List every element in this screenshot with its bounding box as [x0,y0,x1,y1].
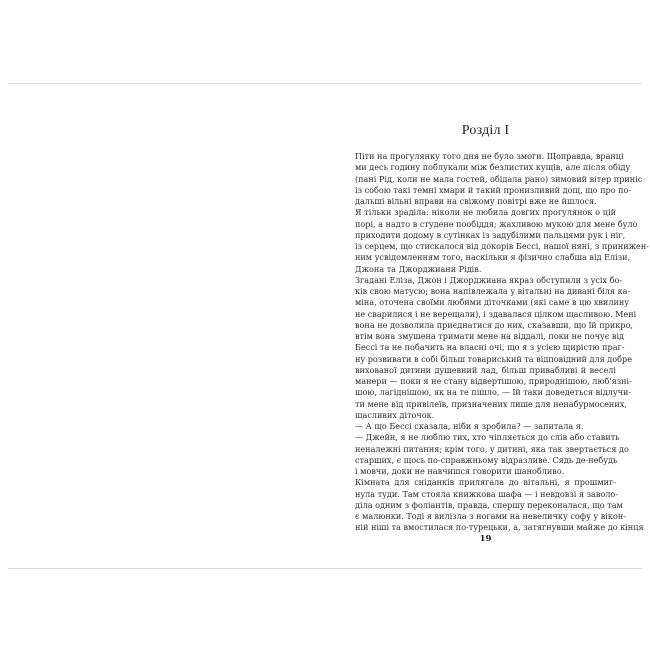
text-line: вона не дозволила приєднатися до них, сказавши, що їй прикро, [355,319,633,330]
text-line: і мовчи, доки не навчишся говорити шанобливо. [355,466,565,476]
text-line: із собою такі темні хмари й такий пронизливий дощ, що про по- [355,184,632,195]
text-line: ну розвивати в собі більш товариський та відповідний для добре [355,353,632,364]
text-line: порі, а надто в студене пообіддя; жахливою мукою для мене було [355,218,638,229]
text-line: старших, є щось по-справжньому відразливе. Сядь де-небудь [355,454,618,465]
page-number: 19 [479,534,492,544]
text-line: дальші вільні вправи на свіжому повітрі вже не йшлося. [355,196,597,206]
text-line: — Джейн, я не люблю тих, хто чіпляється до слів або ставить [355,432,620,443]
chapter-body [355,151,649,534]
text-line: ним усвідомленням того, наскільки я фізично слабша від Елізи, [355,252,631,263]
text-line: є малюнки. Тоді я вилізла з ногами на невеличку софу у вікон- [355,511,626,521]
text-line: вихованої дитини душевний лад, більш привабливі й веселі [355,364,616,375]
text-line: ти мене від привілеїв, призначених лише для ненабурмосених, [355,398,627,409]
text-line: Кімната для сніданків прилягала до вітальні, я прошмиг- [355,477,616,488]
text-line: Піти на прогулянку того дня не було змоги. Щоправда, вранці [355,151,624,161]
chapter-title: Розділ І [461,123,510,138]
text-line: шою, лагіднішою, як на те пішло, — їй таки доведеться відлучи- [355,387,632,398]
text-line: діла одним з фоліантів, правда, спершу переконалася, що там [355,499,623,510]
text-line: приходити додому в сутінках із задубілими пальцями рук і ніг, [355,229,626,240]
text-line: Згадані Еліза, Джон і Джорджиана якраз обступили з усіх бо- [355,274,623,285]
text-line: не сварилися і не верещали), і здавалася цілком щасливою. Мені [355,308,637,319]
text-line: манери — поки я не стану відвертішою, природнішою, люб'язні- [355,376,632,386]
right-page [355,120,649,560]
text-line: із серцем, що стискалося від докорів Бессі, нашої няні, з принижен- [355,241,649,251]
text-line: ми десь годину поблукали між безлистих кущів, але після обіду [355,162,631,173]
text-line: Джона та Джорджиани Рідів. [355,263,482,274]
text-line: Я тільки зраділа: ніколи не любила довгих прогулянок о цій [355,207,616,218]
text-line: нула туди. Там стояла книжкова шафа — і невдовзі я заволо- [355,488,618,499]
text-line: неналежні питання; крім того, у дитині, яка так звертається до [355,443,629,454]
text-line: втім вона змушена тримати мене на віддалі, поки не почує від [355,331,625,341]
text-line: (пані Рід, коли не мала гостей, обідала рано) зимовий вітер приніс [355,173,643,184]
text-line: Бессі та не побачить на власні очі, що я з усією щирістю праг- [355,342,625,353]
text-line: міна, оточена своїми любими діточками (які саме в цю хвилину [355,297,630,308]
text-line: — А що Бессі сказала, ніби я зробила? — запитала я. [355,421,584,431]
text-line: щасливих діточок. [355,409,435,420]
text-line: ній ніші та вмостилася по-турецьки, а, затягнувши майже до кінця [355,522,644,533]
text-line: ків свою матусю; вона напівлежала у вітальні на дивані біля ка- [355,286,631,296]
